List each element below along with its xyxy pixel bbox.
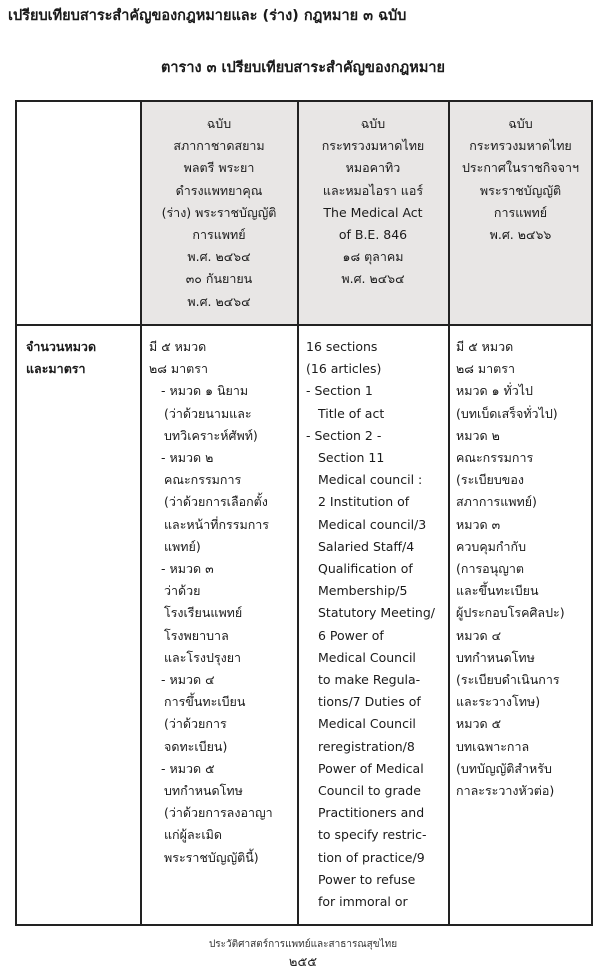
cell-text-line: มี ๕ หมวด (149, 339, 207, 354)
cell-text-line: พ.ศ. ๒๔๖๔ (187, 293, 251, 309)
cell-text-line: และระวางโทษ) (456, 694, 541, 710)
document-title: เปรียบเทียบสาระสำคัญของกฎหมายและ (ร่าง) กฎหมาย ๓ ฉบับ (8, 8, 407, 24)
body-cell-col3 (456, 336, 565, 802)
cell-text-line: บทกำหนดโทษ (164, 783, 243, 799)
header-cell-col2 (298, 113, 448, 291)
body-cell-col2 (306, 336, 435, 913)
cell-text-line: หมวด ๓ (456, 516, 501, 532)
cell-text-line: สภากาชาดสยาม (173, 138, 265, 154)
cell-text-line: (ระเบียบของ (456, 472, 524, 488)
cell-text-line: (ว่าด้วยการลงอาญา (164, 805, 273, 821)
page-number: ๒๕๕ (288, 955, 318, 970)
cell-text-line: คณะกรรมการ (164, 472, 242, 488)
cell-text-line: พระราชบัญญัตินี้) (164, 849, 259, 865)
cell-text-line: - หมวด ๒ (161, 450, 214, 466)
cell-text-line: ดำรงแพทยาคุณ (175, 182, 263, 198)
cell-text-line: Medical Council (318, 716, 416, 732)
cell-text-line: Statutory Meeting/ (318, 605, 435, 621)
cell-text-line: มี ๕ หมวด (456, 339, 514, 354)
cell-text-line: ว่าด้วย (164, 583, 201, 599)
cell-text-line: จำนวนหมวด (26, 339, 97, 354)
header-divider (15, 324, 593, 326)
cell-text-line: (ร่าง) พระราชบัญญัติ (161, 204, 277, 220)
cell-text-line: พ.ศ. ๒๔๖๖ (489, 227, 552, 243)
cell-text-line: for immoral or (318, 894, 408, 910)
cell-text-line: และมาตรา (26, 361, 86, 377)
header-cell-col1 (141, 113, 297, 313)
cell-text-line: 2 Institution of (318, 494, 410, 510)
cell-text-line: reregistration/8 (318, 738, 415, 754)
cell-text-line: หมวด ๑ ทั่วไป (456, 383, 533, 399)
cell-text-line: พ.ศ. ๒๔๖๔ (341, 271, 405, 287)
cell-text-line: tion of practice/9 (318, 849, 425, 865)
cell-text-line: The Medical Act (323, 204, 423, 220)
cell-text-line: (16 articles) (306, 361, 382, 377)
cell-text-line: Power of Medical (318, 760, 424, 776)
cell-text-line: - Section 1 (306, 383, 373, 399)
footer-book-title: ประวัติศาสตร์การแพทย์และสาธารณสุขไทย (208, 939, 398, 950)
cell-text-line: Membership/5 (318, 583, 408, 599)
cell-text-line: (ว่าด้วยการเลือกตั้ง (164, 494, 268, 510)
cell-text-line: to specify restric- (318, 827, 427, 843)
cell-text-line: กระทรวงมหาดไทย (469, 138, 572, 154)
cell-text-line: Practitioners and (318, 805, 425, 821)
cell-text-line: (ว่าด้วยนามและ (164, 405, 252, 421)
cell-text-line: บทกำหนดโทษ (456, 649, 535, 665)
cell-text-line: แพทย์) (164, 538, 201, 554)
cell-text-line: และขึ้นทะเบียน (456, 583, 539, 599)
cell-text-line: โรงพยาบาล (164, 627, 229, 643)
cell-text-line: จดทะเบียน) (164, 738, 228, 754)
table-border-left (15, 100, 17, 926)
cell-text-line: Salaried Staff/4 (318, 538, 415, 554)
cell-text-line: ฉบับ (360, 116, 386, 131)
cell-text-line: ฉบับ (206, 116, 232, 131)
cell-text-line: หมวด ๒ (456, 427, 500, 443)
cell-text-line: tions/7 Duties of (318, 694, 421, 710)
cell-text-line: (ว่าด้วยการ (164, 716, 227, 732)
cell-text-line: Title of act (318, 405, 385, 421)
cell-text-line: บทวิเคราะห์ศัพท์) (164, 427, 258, 443)
cell-text-line: of B.E. 846 (338, 227, 408, 243)
cell-text-line: ควบคุมกำกับ (456, 538, 527, 554)
cell-text-line: ๒๘ มาตรา (456, 361, 515, 377)
cell-text-line: บทเฉพาะกาล (456, 738, 530, 754)
cell-text-line: (บทเบ็ดเสร็จทั่วไป) (456, 405, 558, 421)
cell-text-line: โรงเรียนแพทย์ (164, 605, 243, 621)
cell-text-line: การแพทย์ (493, 204, 548, 220)
cell-text-line: ๓๐ กันยายน (185, 271, 253, 287)
cell-text-line: หมวด ๕ (456, 716, 502, 732)
cell-text-line: Medical council : (318, 472, 423, 488)
cell-text-line: พลตรี พระยา (183, 160, 255, 176)
cell-text-line: แก่ผู้ละเมิด (164, 827, 222, 843)
cell-text-line: - Section 2 - (306, 427, 382, 443)
cell-text-line: Council to grade (318, 783, 421, 799)
cell-text-line: Section 11 (318, 450, 385, 466)
table-border-top (15, 100, 593, 102)
header-cell-col3 (449, 113, 592, 246)
cell-text-line: - หมวด ๑ นิยาม (161, 383, 249, 399)
cell-text-line: Medical Council (318, 649, 416, 665)
cell-text-line: และหมอไอรา แอร์ (322, 182, 424, 198)
cell-text-line: (บทบัญญัติสำหรับ (456, 760, 552, 776)
table-caption: ตาราง ๓ เปรียบเทียบสาระสำคัญของกฎหมาย (160, 60, 446, 76)
cell-text-line: หมวด ๔ (456, 627, 502, 643)
cell-text-line: Power to refuse (318, 871, 416, 887)
cell-text-line: คณะกรรมการ (456, 450, 534, 466)
cell-text-line: (ระเบียบดำเนินการ (456, 672, 560, 688)
cell-text-line: สภาการแพทย์) (456, 494, 537, 510)
cell-text-line: - หมวด ๓ (161, 561, 214, 577)
cell-text-line: หมอคาทิว (345, 160, 401, 176)
cell-text-line: Qualification of (318, 561, 413, 577)
cell-text-line: การแพทย์ (192, 227, 246, 243)
cell-text-line: ๑๘ ตุลาคม (342, 249, 404, 265)
cell-text-line: กาละระวางหัวต่อ) (456, 783, 555, 799)
cell-text-line: และโรงปรุงยา (164, 649, 242, 665)
cell-text-line: 16 sections (306, 339, 378, 354)
cell-text-line: ฉบับ (508, 116, 533, 131)
cell-text-line: to make Regula- (318, 672, 421, 688)
cell-text-line: Medical council/3 (318, 516, 427, 532)
comparison-table (15, 100, 593, 926)
cell-text-line: พ.ศ. ๒๔๖๔ (187, 249, 251, 265)
cell-text-line: 6 Power of (318, 627, 384, 643)
cell-text-line: การขึ้นทะเบียน (164, 694, 246, 710)
cell-text-line: - หมวด ๔ (161, 672, 215, 688)
cell-text-line: ๒๘ มาตรา (149, 361, 208, 377)
cell-text-line: ผู้ประกอบโรคศิลปะ) (456, 605, 565, 621)
cell-text-line: และหน้าที่กรรมการ (164, 516, 270, 532)
cell-text-line: ประกาศในราชกิจจาฯ (461, 160, 579, 176)
row-label-sections (26, 336, 96, 380)
cell-text-line: พระราชบัญญัติ (479, 182, 562, 198)
cell-text-line: - หมวด ๕ (161, 760, 215, 776)
cell-text-line: กระทรวงมหาดไทย (321, 138, 425, 154)
cell-text-line: (การอนุญาต (456, 561, 525, 577)
table-border-bottom (15, 924, 593, 926)
body-cell-col1 (149, 336, 273, 869)
